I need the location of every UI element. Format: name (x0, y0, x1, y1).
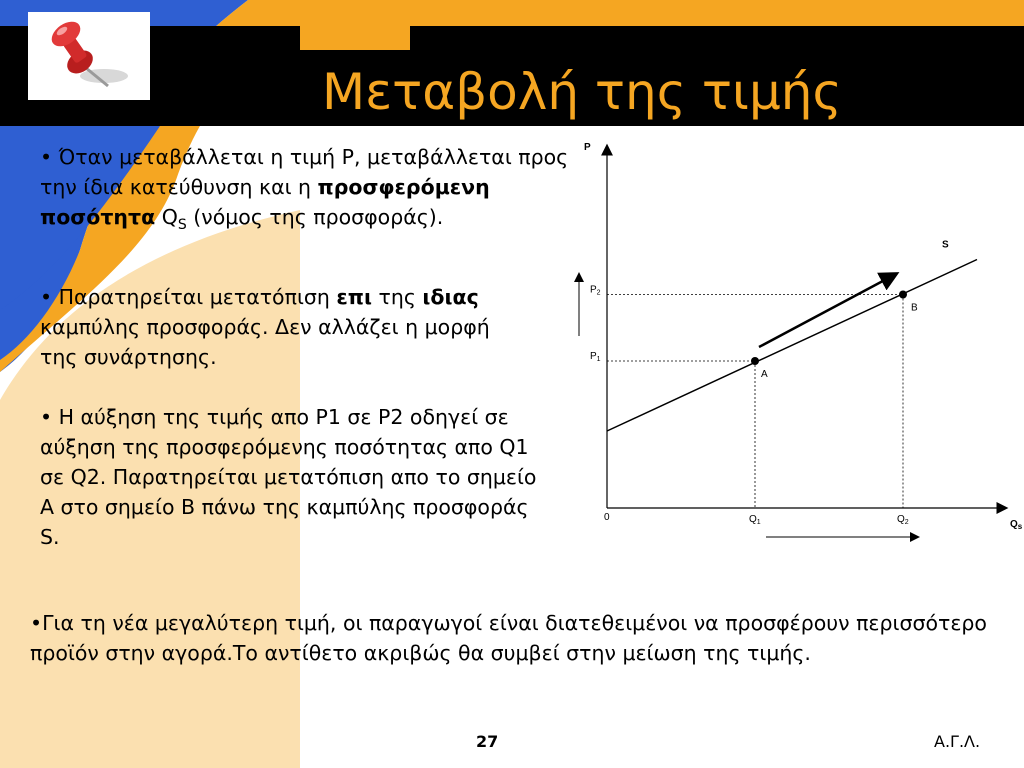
price-label-p2-main: P (590, 284, 597, 296)
bullet-price-increase: • Η αύξηση της τιμής απο P1 σε P2 οδηγεί σε αύξηση της προσφερόμενης ποσότητας απο Q1 σε Q2. Παρατηρείται μετατόπιση απο το σημείο Α στο σημείο Β πάνω της καμπύλης προσφοράς S. (40, 405, 537, 549)
x-axis-label (1010, 519, 1023, 531)
x-axis-label-sub: s (1017, 522, 1023, 531)
price-label-p1-sub: 1 (596, 356, 601, 363)
author-initials: Α.Γ.Λ. (934, 732, 981, 751)
bullet-mark: • (40, 285, 59, 309)
title-bar-gap (300, 26, 410, 50)
supply-curve-label: S (942, 239, 949, 251)
point-b-label: B (911, 302, 918, 314)
price-label-p2-sub: 2 (596, 289, 601, 297)
quantity-label-q1 (749, 514, 761, 526)
price-label-p2 (590, 285, 601, 297)
quantity-label-q2-main: Q (897, 514, 905, 525)
bold-span: επι (336, 285, 373, 309)
price-label-p1-main: P (590, 351, 597, 362)
supply-curve-s (607, 260, 977, 432)
quantity-label-q2 (897, 514, 909, 526)
bullet-price-change (40, 142, 570, 240)
movement-along-curve-arrow (759, 275, 895, 348)
subscript: S (177, 217, 187, 234)
point-a-label: A (761, 369, 768, 380)
slide-title: Μεταβολή της τιμής (322, 63, 842, 121)
text-span: Παρατηρείται μετατόπιση (58, 285, 337, 309)
text-span: (νόμος της προσφοράς). (186, 205, 444, 229)
point-a-marker (751, 357, 759, 365)
pushpin-icon (28, 12, 150, 100)
quantity-label-q1-main: Q (749, 514, 757, 525)
price-label-p1 (590, 351, 601, 363)
bold-span: προσφερόμενη ποσότητα (40, 175, 490, 229)
point-b-marker (899, 291, 907, 299)
text-span: Q (155, 205, 178, 229)
quantity-label-q2-sub: 2 (904, 519, 909, 526)
bullet-mark: • (40, 145, 59, 169)
x-axis-label-main: Q (1010, 519, 1018, 530)
logo-pushpin (28, 12, 150, 100)
origin-label: 0 (604, 512, 610, 523)
text-span: της (372, 285, 423, 309)
bullet-movement-along (40, 282, 510, 372)
text-span: καμπύλης προσφοράς. Δεν αλλάζει η μορφή της συνάρτησης. (40, 315, 490, 369)
text-span: Όταν μεταβάλλεται η τιμή P, μεταβάλλεται προς την ίδια κατεύθυνση και η (40, 145, 569, 199)
y-axis-label: P (584, 142, 591, 153)
quantity-label-q1-sub: 1 (756, 519, 761, 526)
page-number: 27 (476, 732, 499, 751)
supply-chart (560, 130, 1024, 550)
bold-span: ιδιας (422, 285, 479, 309)
bullet-new-price: •Για τη νέα μεγαλύτερη τιμή, οι παραγωγοί είναι διατεθειμένοι να προσφέρουν περισσότερο προϊόν στην αγορά.Το αντίθετο ακριβώς θα συμβεί στην μείωση της τιμής. (30, 611, 987, 665)
